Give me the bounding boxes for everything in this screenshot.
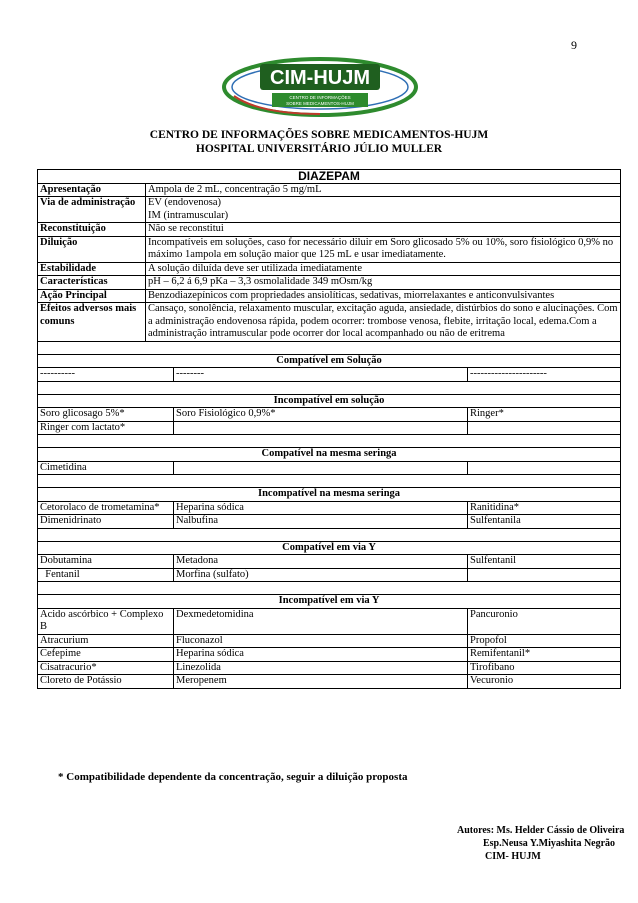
section-title: Incompatível na mesma seringa xyxy=(38,488,621,502)
property-label: Apresentação xyxy=(38,183,146,197)
table-row xyxy=(38,408,621,422)
table-cell: Tirofibano xyxy=(468,661,621,675)
property-row xyxy=(38,183,621,197)
header-hospital-name: HOSPITAL UNIVERSITÁRIO JÚLIO MULLER xyxy=(195,143,443,155)
table-cell: Propofol xyxy=(468,634,621,648)
table-cell: Metadona xyxy=(174,555,468,569)
header-center-name: CENTRO DE INFORMAÇÕES SOBRE MEDICAMENTOS-HUJM xyxy=(149,129,489,141)
drug-table xyxy=(37,169,621,689)
property-value: Ampola de 2 mL, concentração 5 mg/mL xyxy=(146,183,621,197)
table-cell xyxy=(174,421,468,435)
section-header-row xyxy=(38,488,621,502)
page-number: 9 xyxy=(571,38,577,52)
property-row xyxy=(38,197,621,223)
property-label: Estabilidade xyxy=(38,262,146,276)
section-title: Compatível na mesma seringa xyxy=(38,448,621,462)
table-cell: Linezolida xyxy=(174,661,468,675)
table-cell: Soro Fisiológico 0,9%* xyxy=(174,408,468,422)
property-row xyxy=(38,303,621,342)
table-cell xyxy=(468,568,621,582)
spacer-row xyxy=(38,435,621,448)
table-cell: Vecuronio xyxy=(468,675,621,689)
property-value: pH – 6,2 á 6,9 pKa – 3,3 osmolalidade 349 mOsm/kg xyxy=(146,276,621,290)
property-value: Cansaço, sonolência, relaxamento muscular, excitação aguda, ansiedade, distúrbios do sono e alucinações. Com a administração endovenosa rápida, podem ocorrer: trombose venosa, flebite, irritação local, edema.Com a administração intramuscular pode ocorrer dor local acompanhado ou não de eritrema xyxy=(146,303,621,342)
table-cell: Cimetidina xyxy=(38,461,174,475)
table-row xyxy=(38,515,621,529)
author-line: Autores: Ms. Helder Cássio de Oliveira xyxy=(457,825,625,836)
property-label: Características xyxy=(38,276,146,290)
author-line: CIM- HUJM xyxy=(485,851,541,862)
property-row xyxy=(38,276,621,290)
table-row xyxy=(38,555,621,569)
table-cell: Heparina sódica xyxy=(174,648,468,662)
table-cell: Fluconazol xyxy=(174,634,468,648)
section-header-row xyxy=(38,394,621,408)
property-label: Efeitos adversos mais comuns xyxy=(38,303,146,342)
table-cell: Heparina sódica xyxy=(174,501,468,515)
table-row xyxy=(38,648,621,662)
table-cell: Acido ascórbico + Complexo B xyxy=(38,608,174,634)
table-cell xyxy=(468,461,621,475)
table-row xyxy=(38,568,621,582)
table-cell: Soro glicosago 5%* xyxy=(38,408,174,422)
table-cell: Cloreto de Potássio xyxy=(38,675,174,689)
table-cell: Ringer com lactato* xyxy=(38,421,174,435)
spacer-cell xyxy=(38,381,621,394)
svg-text:CIM-HUJM: CIM-HUJM xyxy=(270,67,370,89)
authors xyxy=(457,824,624,863)
spacer-row xyxy=(38,582,621,595)
property-label: Via de administração xyxy=(38,197,146,223)
drug-title: DIAZEPAM xyxy=(38,170,621,184)
table-cell: Pancuronio xyxy=(468,608,621,634)
table-cell xyxy=(174,461,468,475)
property-label: Reconstituição xyxy=(38,223,146,237)
table-cell: Morfina (sulfato) xyxy=(174,568,468,582)
section-header-row xyxy=(38,448,621,462)
table-cell: Cetorolaco de trometamina* xyxy=(38,501,174,515)
property-label: Diluição xyxy=(38,236,146,262)
spacer-cell xyxy=(38,435,621,448)
table-cell: Dimenidrinato xyxy=(38,515,174,529)
cim-hujm-logo xyxy=(220,56,420,118)
property-row xyxy=(38,236,621,262)
author-line: Esp.Neusa Y.Miyashita Negrão xyxy=(483,838,616,849)
table-cell: Remifentanil* xyxy=(468,648,621,662)
spacer-cell xyxy=(38,582,621,595)
section-title: Incompatível em solução xyxy=(38,394,621,408)
property-value: A solução diluída deve ser utilizada imediatamente xyxy=(146,262,621,276)
svg-text:SOBRE MEDICAMENTOS-HUJM: SOBRE MEDICAMENTOS-HUJM xyxy=(286,101,354,106)
table-cell: ---------- xyxy=(38,368,174,382)
table-cell: Sulfentanila xyxy=(468,515,621,529)
spacer-cell xyxy=(38,475,621,488)
property-row xyxy=(38,262,621,276)
spacer-row xyxy=(38,341,621,354)
table-row xyxy=(38,634,621,648)
section-header-row xyxy=(38,354,621,368)
table-cell: Atracurium xyxy=(38,634,174,648)
table-row xyxy=(38,608,621,634)
section-title: Incompatível em via Y xyxy=(38,595,621,609)
table-cell: Meropenem xyxy=(174,675,468,689)
table-row xyxy=(38,421,621,435)
table-cell: Ringer* xyxy=(468,408,621,422)
property-value: Benzodiazepínicos com propriedades ansiolíticas, sedativas, miorrelaxantes e anticonvulsivantes xyxy=(146,289,621,303)
spacer-row xyxy=(38,381,621,394)
table-row xyxy=(38,501,621,515)
property-row xyxy=(38,223,621,237)
section-title: Compatível em Solução xyxy=(38,354,621,368)
footnote: * Compatibilidade dependente da concentração, seguir a diluição proposta xyxy=(58,771,408,783)
property-label: Ação Principal xyxy=(38,289,146,303)
spacer-cell xyxy=(38,341,621,354)
table-row xyxy=(38,368,621,382)
property-value: Incompatíveis em soluções, caso for necessário diluir em Soro glicosado 5% ou 10%, soro fisiológico 0,9% no máximo 1ampola em solução maior que 125 mL e usar imediatamente. xyxy=(146,236,621,262)
property-value: Não se reconstitui xyxy=(146,223,621,237)
table-row xyxy=(38,661,621,675)
table-cell: Fentanil xyxy=(38,568,174,582)
spacer-row xyxy=(38,475,621,488)
spacer-cell xyxy=(38,528,621,541)
section-header-row xyxy=(38,541,621,555)
property-row xyxy=(38,289,621,303)
table-cell: Ranitidina* xyxy=(468,501,621,515)
table-cell: Nalbufina xyxy=(174,515,468,529)
section-title: Compatível em via Y xyxy=(38,541,621,555)
table-cell xyxy=(468,421,621,435)
table-cell: ---------------------- xyxy=(468,368,621,382)
section-header-row xyxy=(38,595,621,609)
spacer-row xyxy=(38,528,621,541)
table-row xyxy=(38,675,621,689)
table-cell: Dobutamina xyxy=(38,555,174,569)
table-cell: -------- xyxy=(174,368,468,382)
property-value: EV (endovenosa) IM (intramuscular) xyxy=(146,197,621,223)
table-cell: Cefepime xyxy=(38,648,174,662)
svg-text:CENTRO DE INFORMAÇÕES: CENTRO DE INFORMAÇÕES xyxy=(289,95,351,100)
table-cell: Dexmedetomidina xyxy=(174,608,468,634)
table-cell: Sulfentanil xyxy=(468,555,621,569)
table-row xyxy=(38,461,621,475)
table-cell: Cisatracurio* xyxy=(38,661,174,675)
